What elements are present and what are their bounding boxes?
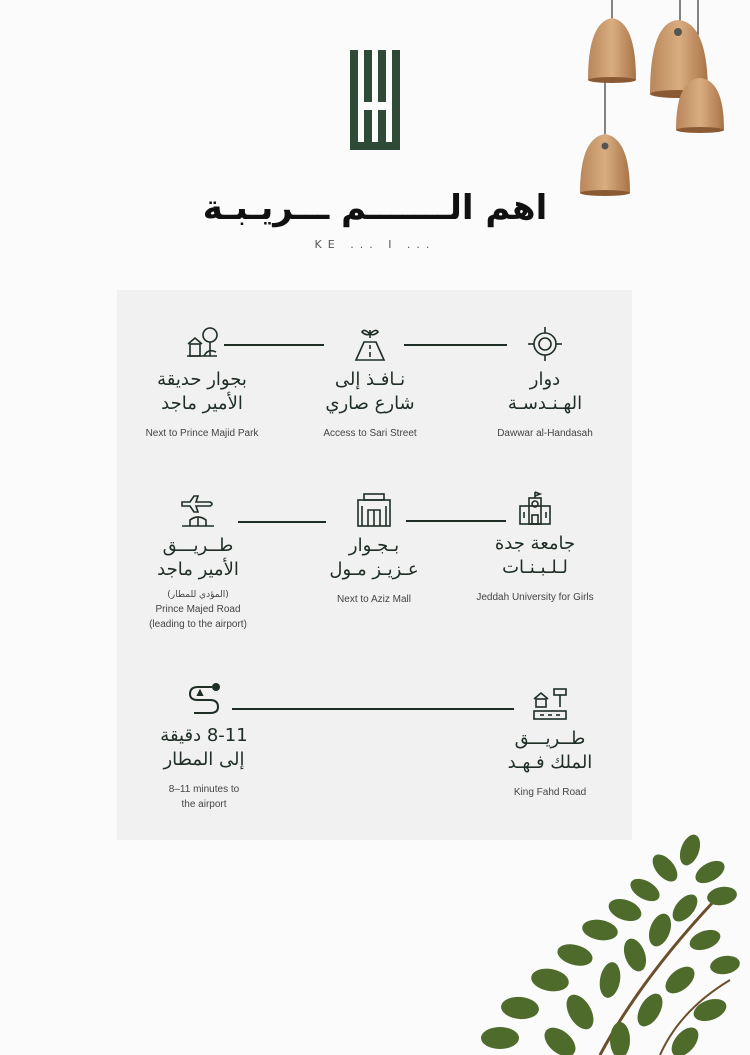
location-item-airport-road	[118, 492, 278, 632]
location-title-en: King Fahd Road	[513, 787, 587, 798]
location-item-sari-street	[290, 326, 450, 441]
page-title: اهم الـــــــم ـــريـبـة	[202, 188, 548, 228]
location-item-park	[122, 326, 282, 441]
location-title-ar: جامعة جدة لـلـبـنـات	[494, 533, 576, 578]
location-title-en: 8–11 minutes to the airport	[168, 784, 240, 810]
pendant-lamps-icon	[570, 0, 750, 200]
location-title-ar: دوار الهـنـدسـة	[507, 369, 583, 414]
university-icon	[517, 490, 553, 526]
roundabout-icon	[527, 326, 563, 362]
location-title-ar: طــريـــق الأمير ماجد	[157, 535, 239, 580]
airplane-icon	[180, 492, 216, 528]
location-title-ar: طــريـــق الملك فـهـد	[507, 728, 593, 773]
location-title-en: Next to Prince Majid Park	[145, 428, 259, 439]
location-title-ar: نـافـذ إلى شارع صاري	[325, 369, 415, 414]
location-item-airport-time	[124, 682, 284, 812]
mall-icon	[356, 492, 392, 528]
street-icon	[532, 685, 568, 721]
route-icon	[186, 682, 222, 718]
page-subtitle: KE ... I ...	[314, 238, 436, 251]
park-icon	[184, 326, 220, 362]
road-icon	[352, 326, 388, 362]
location-item-king-fahd-road	[470, 685, 630, 800]
location-title-en: Dawwar al-Handasah	[497, 428, 593, 439]
location-item-roundabout	[465, 326, 625, 441]
location-title-en: Prince Majed Road (leading to the airport)	[149, 604, 247, 630]
location-title-ar: 8-11 دقيقة إلى المطار	[160, 725, 248, 770]
location-title-en: Next to Aziz Mall	[337, 594, 411, 605]
location-title-ar: بجوار حديقة الأمير ماجد	[157, 369, 247, 414]
location-item-university	[455, 490, 615, 605]
locations-panel	[117, 290, 632, 840]
location-title-en: Jeddah University for Girls	[476, 592, 594, 603]
location-title-ar: بـجـوار عـزيـز مـول	[329, 535, 419, 580]
location-item-aziz-mall	[294, 492, 454, 607]
brand-logo-icon	[349, 48, 401, 152]
location-title-en: Access to Sari Street	[323, 428, 417, 439]
leaves-decoration-icon	[460, 830, 750, 1055]
location-note-ar: (المؤدي للمطار)	[167, 590, 229, 600]
